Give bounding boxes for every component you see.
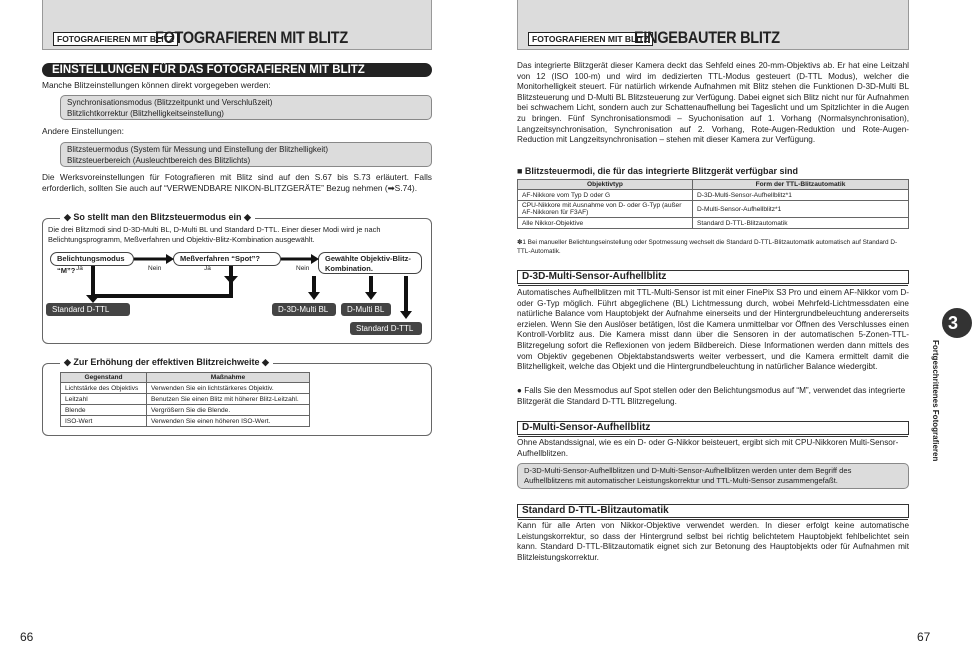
section-heading: D-Multi-Sensor-Aufhellblitz <box>517 421 909 435</box>
table-cell: Benutzen Sie einen Blitz mit höherer Blitz-Leitzahl. <box>147 394 310 405</box>
lens-flash-combination: Gewählte Objektiv-Blitz-Kombination. <box>318 252 422 274</box>
table-cell: Verwenden Sie ein lichtstärkeres Objektiv. <box>147 383 310 394</box>
table-cell: ISO-Wert <box>61 416 147 427</box>
result-standard-dttl: Standard D-TTL <box>46 303 130 316</box>
table-row <box>61 416 310 427</box>
table-header: Form der TTL-Blitzautomatik <box>693 180 909 190</box>
result-d-multi-bl: D-Multi BL <box>341 303 391 316</box>
table-cell: CPU-Nikkore mit Ausnahme von D- oder G-Typ (außer AF-Nikkoren für F3AF) <box>518 201 693 218</box>
yes-label: Ja <box>204 265 211 272</box>
table-cell: Leitzahl <box>61 394 147 405</box>
box-line: Blitzlichtkorrektur (Blitzhelligkeitseinstellung) <box>67 108 224 118</box>
range-title: ◆ Zur Erhöhung der effektiven Blitzreichweite ◆ <box>60 357 273 368</box>
intro-text-2: Andere Einstellungen: <box>42 126 124 136</box>
result-d3d-multi-bl: D-3D-Multi BL <box>272 303 336 316</box>
intro-paragraph: Das integrierte Blitzgerät dieser Kamera deckt das Sehfeld eines 20-mm-Objektivs ab. Er hat eine Leitzahl von 12 (ISO 100-m) und wird im dedizierten TTL-Modus gesteuert (D-TTL Modus), welcher die Monitorhelligkeit steuert. Für natürlich wirkende Aufnahmen mit Blitz stehen die Funktionen D-3D-Multi BL Blitzsteuerung und D-Multi BL Blitzsteuerung zur Verfügung. Dabei eignet sich Blitz nicht nur für Aufnahmen bei schwachem Licht, sondern auch zur Schattenaufhellung bei Tageslicht und um Spitzlichter in die Augen zu bringen. Fünf Synchronisationsmodi – Syuchonisation auf 1. Vorhang (Normalsynchronisation), Langzeitsynchronisation, Synchronisation auf 2. Vorhang, Rote-Augen-Reduktion und Rote-Augen-Reduction mit Langzeitsynchronisation – stehen mit dieser Kamera zur Verfügung. <box>517 61 909 145</box>
section-text: Automatisches Aufhellblitzen mit TTL-Multi-Sensor ist mit einer FinePix S3 Pro und einem AF-Nikkor vom D- oder G-Typ möglich. Führt abgeglichene (BL) Lichtmessung durch, wobei Mehrfeld-Lichtmessdaten eine natürliche Balance vom Hauptobjekt der Aufnahme einerseits und der Hintergrundbeleuchtung andererseits erzielen. Wenn Sie den Auslöser betätigen, löst die Kamera unmittelbar vor Öffnen des Verschlusses einen Kontroll-Vorblitz aus. Die Kamera misst dann über die Sensoren in der automatischen 5-Zonen-TTL-Blitzregelung sofort die Reflexionen von jedem Bildbereich. Diese Informationen werden dann mittels des vom Objektiv gegebenen Objektabstandswerts weiter verbessert, und die Kamera ermittelt damit die Blitzhelligkeit, welche das Objekt und die Hintergrundbeleuchtung in natürlicher Balance wiedergibt. <box>517 288 909 372</box>
box-line: Blitzsteuermodus (System für Messung und Einstellung der Blitzhelligkeit) <box>67 145 329 154</box>
table-cell: Blende <box>61 405 147 416</box>
left-page <box>0 0 475 664</box>
table-row <box>518 201 909 218</box>
header-tag: FOTOGRAFIEREN MIT BLITZ <box>53 32 178 46</box>
table-cell: Alle Nikkor-Objektive <box>518 218 693 229</box>
section-bullet: ● Falls Sie den Messmodus auf Spot stellen oder den Belichtungsmodus auf “M”, verwendet das integrierte Blitzgerät die Standard D-TTL Blitzregelung. <box>517 386 906 406</box>
table-cell: Standard D-TTL-Blitzautomatik <box>693 218 909 229</box>
table-title: ■ Blitzsteuermodi, die für das integrierte Blitzgerät verfügbar sind <box>517 166 798 176</box>
flash-mode-table <box>517 179 909 229</box>
box-line: Synchronisationsmodus (Blitzzeitpunkt und Verschlußzeit) <box>67 98 273 107</box>
flow-text: Die drei Blitzmodi sind D-3D-Multi BL, D-Multi BL und Standard D-TTL. Einer dieser Modi wird je nach Belichtungsprogramm, Meßverfahren und Objektiv-Blitz-Kombination ausgewählt. <box>48 225 381 244</box>
table-cell: AF-Nikkore vom Typ D oder G <box>518 190 693 201</box>
yes-label: Ja <box>76 265 83 272</box>
table-cell: Lichtstärke des Objektivs <box>61 383 147 394</box>
defaults-paragraph: Die Werksvoreinstellungen für Fotografieren mit Blitz sind auf den S.67 bis S.73 erläutert. Falls erforderlich, sollten Sie auch auf “VERWENDBARE NIKON-BLITZGERÄTE” Bezug nehmen (➡S.74). <box>42 172 432 193</box>
section-title: EINSTELLUNGEN FÜR DAS FOTOGRAFIEREN MIT BLITZ <box>42 63 432 77</box>
section-heading: D-3D-Multi-Sensor-Aufhellblitz <box>517 270 909 284</box>
table-cell: Verwenden Sie einen höheren ISO-Wert. <box>147 416 310 427</box>
range-table <box>60 372 310 427</box>
section-text: Kann für alle Arten von Nikkor-Objektive verwendet werden. In dieser erfolgt keine automatische Leistungskorrektur, so dass der Hintergrund selbst bei richtig belichtetem Hauptobjekt fehlbelichtet sein kann. Standard D-TTL-Blitzautomatik eignet sich zur Betonung des Hauptobjekts oder für Aufnahmen mit Blitzleistungskorrektur. <box>517 521 909 562</box>
question-metering: Meßverfahren “Spot”? <box>173 252 281 266</box>
table-row <box>61 394 310 405</box>
flow-title: ◆ So stellt man den Blitzsteuermodus ein ◆ <box>60 212 255 223</box>
section-heading: Standard D-TTL-Blitzautomatik <box>517 504 909 518</box>
chapter-tab: 3 <box>942 308 972 338</box>
no-label: Nein <box>296 265 310 272</box>
table-row <box>61 405 310 416</box>
table-row <box>518 190 909 201</box>
box-line: Blitzsteuerbereich (Ausleuchtbereich des Blitzlichts) <box>67 155 251 165</box>
result-standard-dttl-2: Standard D-TTL <box>350 322 422 335</box>
table-cell: D-3D-Multi-Sensor-Aufhellblitz*1 <box>693 190 909 201</box>
section-text: Ohne Abstandssignal, wie es ein D- oder G-Nikkor beisteuert, ergibt sich mit CPU-Nikkoren Multi-Sensor-Aufhellblitzen. <box>517 438 899 458</box>
table-cell: D-Multi-Sensor-Aufhellblitz*1 <box>693 201 909 218</box>
table-cell: Vergrößern Sie die Blende. <box>147 405 310 416</box>
footnote: ✽1 Bei manueller Belichtungseinstellung oder Spotmessung wechselt die Standard D-TTL-Blitzautomatik automatisch auf Standard D-TTL-Automatik. <box>517 239 898 255</box>
intro-text: Manche Blitzeinstellungen können direkt vorgegeben werden: <box>42 80 271 90</box>
question-exposure-mode: Belichtungsmodus “M”? <box>50 252 134 266</box>
page-title: FOTOGRAFIEREN MIT BLITZ <box>155 28 348 47</box>
table-row <box>518 218 909 229</box>
page-title: EINGEBAUTER BLITZ <box>634 28 780 47</box>
table-header-row <box>518 180 909 190</box>
right-header <box>517 0 909 50</box>
flow-arrows-2 <box>0 0 475 340</box>
page-number: 67 <box>917 630 931 644</box>
table-header: Objektivtyp <box>518 180 693 190</box>
chapter-label: Fortgeschrittenes Fotografieren <box>931 340 940 462</box>
table-header-row <box>61 373 310 383</box>
info-box: D-3D-Multi-Sensor-Aufhellblitzen und D-Multi-Sensor-Aufhellblitzen werden unter dem Begriff des Aufhellblitzens mit automatischer Leistungskorrektur und TTL-Multi-Sensor zusammengefaßt. <box>517 463 909 489</box>
no-label: Nein <box>148 265 162 272</box>
right-page <box>475 0 950 664</box>
table-header: Gegenstand <box>61 373 147 383</box>
table-row <box>61 383 310 394</box>
page-number: 66 <box>20 630 34 644</box>
table-header: Maßnahme <box>147 373 310 383</box>
header-tag: FOTOGRAFIEREN MIT BLITZ <box>528 32 653 46</box>
